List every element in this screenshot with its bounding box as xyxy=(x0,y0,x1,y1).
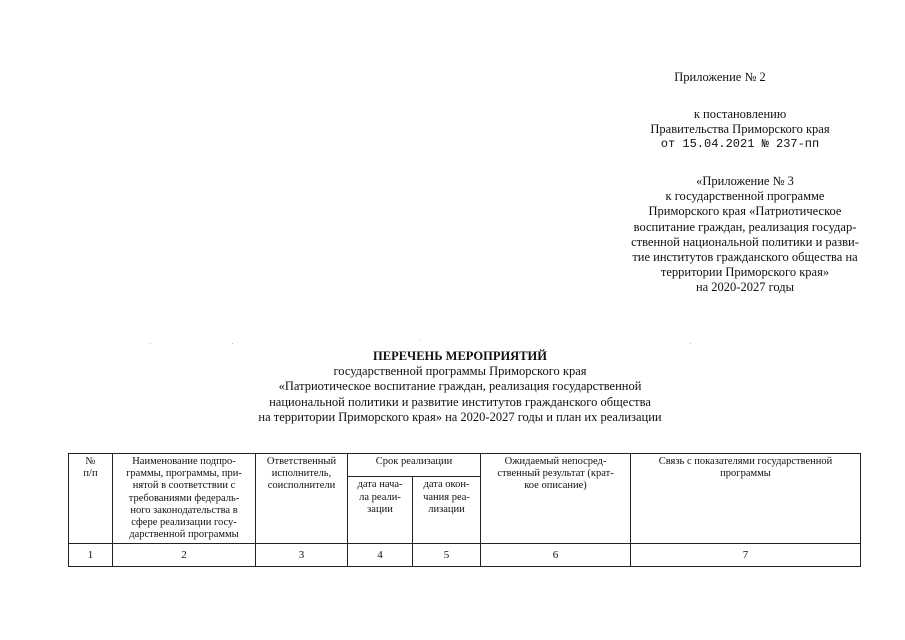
annex-title-text: Приложение № 2 xyxy=(674,70,766,84)
measures-table xyxy=(68,453,861,567)
header-text: дарственной программы xyxy=(129,529,239,541)
header-end-date xyxy=(413,477,481,544)
header-text: ного законодательства в xyxy=(130,504,238,516)
header-start-date xyxy=(348,477,413,544)
header-result xyxy=(481,454,631,544)
decree-reference xyxy=(590,107,890,153)
scan-speck xyxy=(420,340,421,341)
header-text: Ответственный xyxy=(266,456,337,467)
column-number: 3 xyxy=(256,544,348,567)
document-heading: ПЕРЕЧЕНЬ МЕРОПРИЯТИЙ xyxy=(373,349,547,363)
table-header-row xyxy=(69,454,861,477)
column-number: 4 xyxy=(348,544,413,567)
header-text: граммы, программы, при- xyxy=(126,468,242,480)
program-annex-line: Приморского края «Патриотическое xyxy=(648,204,842,219)
column-number: 6 xyxy=(481,544,631,567)
header-text: Ожидаемый непосред- xyxy=(504,456,607,467)
scan-speck xyxy=(232,343,233,344)
header-text: дата нача- xyxy=(357,479,403,491)
column-number: 5 xyxy=(413,544,481,567)
program-annex-line: территории Приморского края» xyxy=(660,265,830,280)
decree-date-number: от 15.04.2021 № 237-пп xyxy=(660,137,820,152)
document-title-line: национальной политики и развитие институтов гражданского общества xyxy=(269,394,651,409)
header-term: Срок реализации xyxy=(348,454,481,477)
header-text: исполнитель, xyxy=(271,468,332,480)
document-title-line: государственной программы Приморского края xyxy=(333,364,587,379)
header-text: п/п xyxy=(83,468,98,480)
document-title xyxy=(160,349,760,425)
header-text: ственный результат (крат- xyxy=(497,468,614,480)
header-text: зации xyxy=(367,503,393,515)
program-annex-line: ственной национальной политики и разви- xyxy=(631,234,859,249)
header-text: нятой в соответствии с xyxy=(132,480,236,492)
decree-line: к постановлению xyxy=(693,107,787,121)
header-name xyxy=(113,454,256,544)
header-text: дата окон- xyxy=(423,479,470,491)
header-text: ла реали- xyxy=(359,491,401,503)
column-number: 1 xyxy=(69,544,113,567)
program-annex-line: к государственной программе xyxy=(665,189,825,204)
column-number: 2 xyxy=(113,544,256,567)
header-executor xyxy=(256,454,348,544)
program-annex-line: на 2020-2027 годы xyxy=(695,280,795,295)
program-annex-line: «Приложение № 3 xyxy=(696,174,794,188)
document-title-line: «Патриотическое воспитание граждан, реализация государственной xyxy=(278,379,642,394)
table-column-numbers-row xyxy=(69,544,861,567)
program-annex-line: воспитание граждан, реализация государ- xyxy=(633,219,857,234)
header-text: № xyxy=(85,456,96,467)
header-text: сфере реализации госу- xyxy=(131,517,237,529)
header-text: лизации xyxy=(428,503,465,515)
header-indicator-link xyxy=(631,454,861,544)
header-text: соисполнители xyxy=(267,480,336,492)
document-title-line: на территории Приморского края» на 2020-2027 годы и план их реализации xyxy=(258,409,662,424)
column-number: 7 xyxy=(631,544,861,567)
header-text: Связь с показателями государственной xyxy=(658,456,833,467)
decree-line: Правительства Приморского края xyxy=(650,122,830,137)
header-text: программы xyxy=(720,468,771,480)
header-text: чания реа- xyxy=(423,491,470,503)
annex-title xyxy=(630,70,810,85)
header-text: требованиями федераль- xyxy=(128,492,240,504)
header-text: кое описание) xyxy=(524,480,587,492)
header-num xyxy=(69,454,113,544)
program-annex-reference xyxy=(580,174,905,296)
scan-speck xyxy=(150,343,151,344)
header-text: Наименование подпро- xyxy=(132,456,236,467)
scan-speck xyxy=(690,343,691,344)
program-annex-line: тие институтов гражданского общества на xyxy=(632,250,858,265)
